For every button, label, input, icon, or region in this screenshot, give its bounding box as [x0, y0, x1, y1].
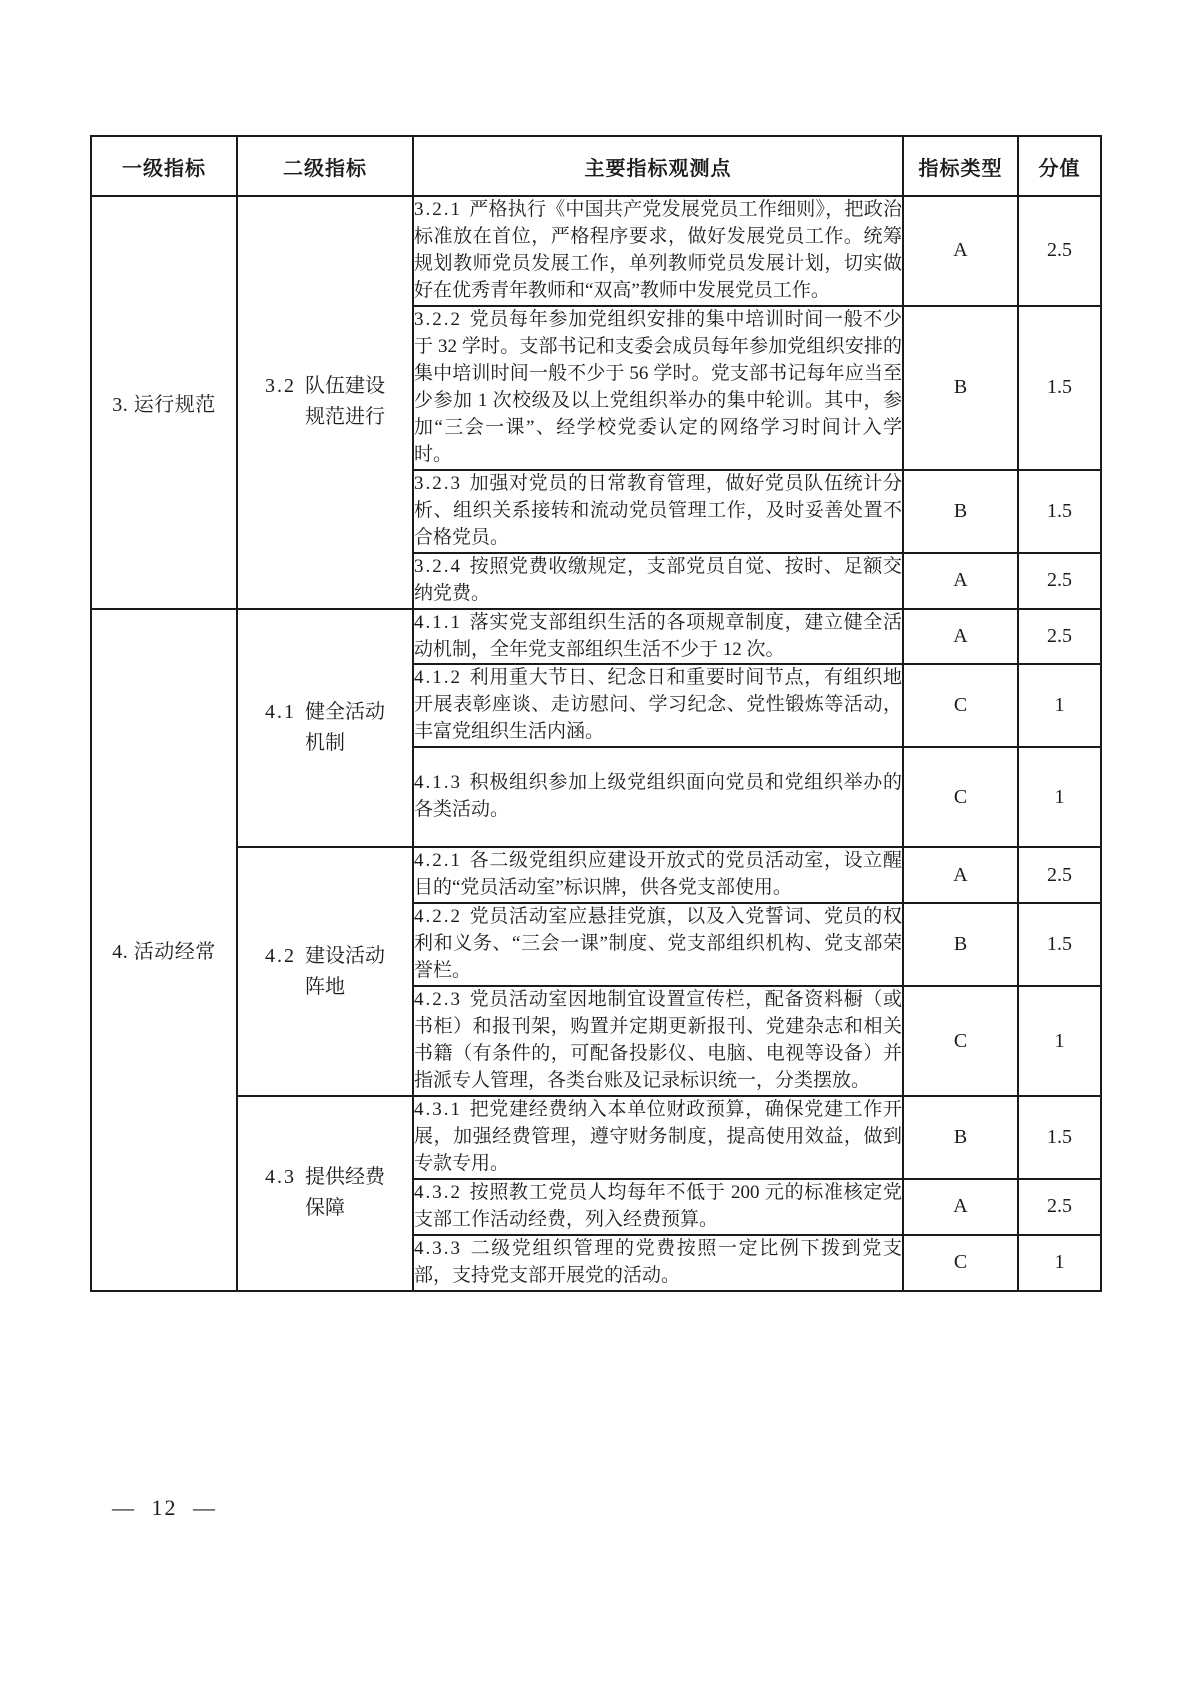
observation-cell — [413, 1179, 903, 1235]
observation-cell — [413, 609, 903, 665]
observation-cell — [413, 196, 903, 306]
level2-number: 4.1 — [265, 700, 296, 723]
observation-cell — [413, 986, 903, 1096]
page-number: — 12 — — [112, 1495, 217, 1520]
table-row — [91, 196, 1101, 306]
observation-number: 3.2.1 — [414, 199, 462, 220]
level2-indicator-cell — [237, 1096, 413, 1291]
level2-number: 3.2 — [265, 375, 296, 398]
observation-text: 党员活动室因地制宜设置宣传栏，配备资料橱（或书柜）和报刊架，购置并定期更新报刊、党建杂志和相关书籍（有条件的，可配备投影仪、电脑、电视等设备）并指派专人管理，各类台账及记录标识统一，分类摆放。 — [414, 989, 902, 1092]
observation-text: 严格执行《中国共产党发展党员工作细则》，把政治标准放在首位，严格程序要求，做好发展党员工作。统筹规划教师党员发展工作，单列教师党员发展计划，切实做好在优秀青年教师和“双高”教师中发展党员工作。 — [414, 199, 902, 301]
level2-indicator-cell — [237, 609, 413, 848]
observation-text: 加强对党员的日常教育管理，做好党员队伍统计分析、组织关系接转和流动党员管理工作，及时妥善处置不合格党员。 — [414, 472, 902, 548]
score-cell: 2.5 — [1018, 609, 1101, 665]
observation-number: 4.2.1 — [414, 850, 462, 872]
indicator-type-cell: A — [903, 553, 1018, 609]
level2-indicator — [238, 1162, 412, 1224]
indicator-type-cell: B — [903, 470, 1018, 553]
indicator-type-cell: A — [903, 847, 1018, 903]
score-cell: 2.5 — [1018, 553, 1101, 609]
score-cell: 1.5 — [1018, 470, 1101, 553]
observation-cell — [413, 553, 903, 609]
observation-text: 落实党支部组织生活的各项规章制度，建立健全活动机制，全年党支部组织生活不少于 12 次。 — [414, 611, 902, 660]
observation-number: 3.2.2 — [414, 308, 462, 330]
score-cell: 1.5 — [1018, 1096, 1101, 1179]
level2-indicator-cell — [237, 847, 413, 1096]
indicator-type-cell: C — [903, 664, 1018, 747]
observation-text: 按照教工党员人均每年不低于 200 元的标准核定党支部工作活动经费，列入经费预算。 — [414, 1181, 902, 1230]
indicator-type-cell: C — [903, 986, 1018, 1096]
level2-number: 4.2 — [265, 944, 296, 967]
observation-cell — [413, 1235, 903, 1291]
observation-cell — [413, 1096, 903, 1179]
level1-indicator-cell: 3. 运行规范 — [91, 196, 237, 609]
indicator-table — [90, 135, 1102, 1292]
observation-number: 4.1.3 — [414, 772, 462, 794]
observation-text: 二级党组织管理的党费按照一定比例下拨到党支部，支持党支部开展党的活动。 — [414, 1237, 902, 1286]
header-level2-indicator: 二级指标 — [237, 136, 413, 196]
observation-number: 4.3.3 — [414, 1237, 462, 1259]
observation-cell — [413, 847, 903, 903]
indicator-type-cell: A — [903, 1179, 1018, 1235]
indicator-type-cell: B — [903, 903, 1018, 986]
header-observation-points: 主要指标观测点 — [413, 136, 903, 196]
score-cell: 1 — [1018, 747, 1101, 847]
indicator-type-cell: C — [903, 1235, 1018, 1291]
observation-number: 4.3.1 — [414, 1099, 462, 1121]
observation-text: 党员活动室应悬挂党旗，以及入党誓词、党员的权利和义务、“三会一课”制度、党支部组织机构、党支部荣誉栏。 — [414, 906, 902, 982]
score-cell: 1.5 — [1018, 306, 1101, 470]
observation-number: 3.2.3 — [414, 472, 462, 494]
indicator-type-cell: A — [903, 196, 1018, 306]
score-cell: 1 — [1018, 986, 1101, 1096]
observation-text: 各二级党组织应建设开放式的党员活动室，设立醒目的“党员活动室”标识牌，供各党支部使用。 — [414, 850, 902, 899]
level2-label: 建设活动阵地 — [305, 944, 385, 998]
observation-text: 利用重大节日、纪念日和重要时间节点，有组织地开展表彰座谈、走访慰问、学习纪念、党性锻炼等活动，丰富党组织生活内涵。 — [414, 667, 902, 743]
observation-number: 4.2.3 — [414, 989, 462, 1011]
indicator-type-cell: C — [903, 747, 1018, 847]
score-cell: 1 — [1018, 1235, 1101, 1291]
level2-label: 队伍建设规范进行 — [305, 375, 385, 429]
score-cell: 1 — [1018, 664, 1101, 747]
header-score: 分值 — [1018, 136, 1101, 196]
observation-text: 党员每年参加党组织安排的集中培训时间一般不少于 32 学时。支部书记和支委会成员每年参加党组织安排的集中培训时间一般不少于 56 学时。党支部书记每年应当至少参加 1 次校级及以上党组织举办的集中轮训。其中，参加“三会一课”、经学校党委认定的网络学习时间计入学时。 — [414, 308, 902, 465]
observation-number: 4.3.2 — [414, 1181, 462, 1203]
level2-label: 提供经费保障 — [305, 1166, 385, 1220]
table-header-row — [91, 136, 1101, 196]
table-row — [91, 1096, 1101, 1179]
observation-cell — [413, 747, 903, 847]
observation-cell — [413, 664, 903, 747]
indicator-type-cell: B — [903, 306, 1018, 470]
level2-number: 4.3 — [265, 1166, 296, 1189]
level1-indicator-cell: 4. 活动经常 — [91, 609, 237, 1291]
observation-cell — [413, 903, 903, 986]
observation-number: 4.1.1 — [414, 611, 462, 633]
observation-text: 按照党费收缴规定，支部党员自觉、按时、足额交纳党费。 — [414, 555, 902, 604]
header-level1-indicator: 一级指标 — [91, 136, 237, 196]
observation-cell — [413, 470, 903, 553]
observation-number: 3.2.4 — [414, 555, 462, 577]
score-cell: 2.5 — [1018, 847, 1101, 903]
indicator-type-cell: A — [903, 609, 1018, 665]
table-row — [91, 609, 1101, 665]
score-cell: 2.5 — [1018, 1179, 1101, 1235]
observation-number: 4.2.2 — [414, 906, 462, 928]
observation-number: 4.1.2 — [414, 667, 462, 689]
table-row — [91, 847, 1101, 903]
level2-indicator — [238, 941, 412, 1003]
level2-indicator-cell — [237, 196, 413, 609]
score-cell: 1.5 — [1018, 903, 1101, 986]
header-indicator-type: 指标类型 — [903, 136, 1018, 196]
indicator-type-cell: B — [903, 1096, 1018, 1179]
level2-indicator — [238, 371, 412, 433]
score-cell: 2.5 — [1018, 196, 1101, 306]
level2-label: 健全活动机制 — [305, 700, 385, 754]
observation-text: 积极组织参加上级党组织面向党员和党组织举办的各类活动。 — [414, 772, 902, 821]
observation-text: 把党建经费纳入本单位财政预算，确保党建工作开展，加强经费管理，遵守财务制度，提高使用效益，做到专款专用。 — [414, 1099, 902, 1174]
level2-indicator — [238, 697, 412, 759]
observation-cell — [413, 306, 903, 470]
